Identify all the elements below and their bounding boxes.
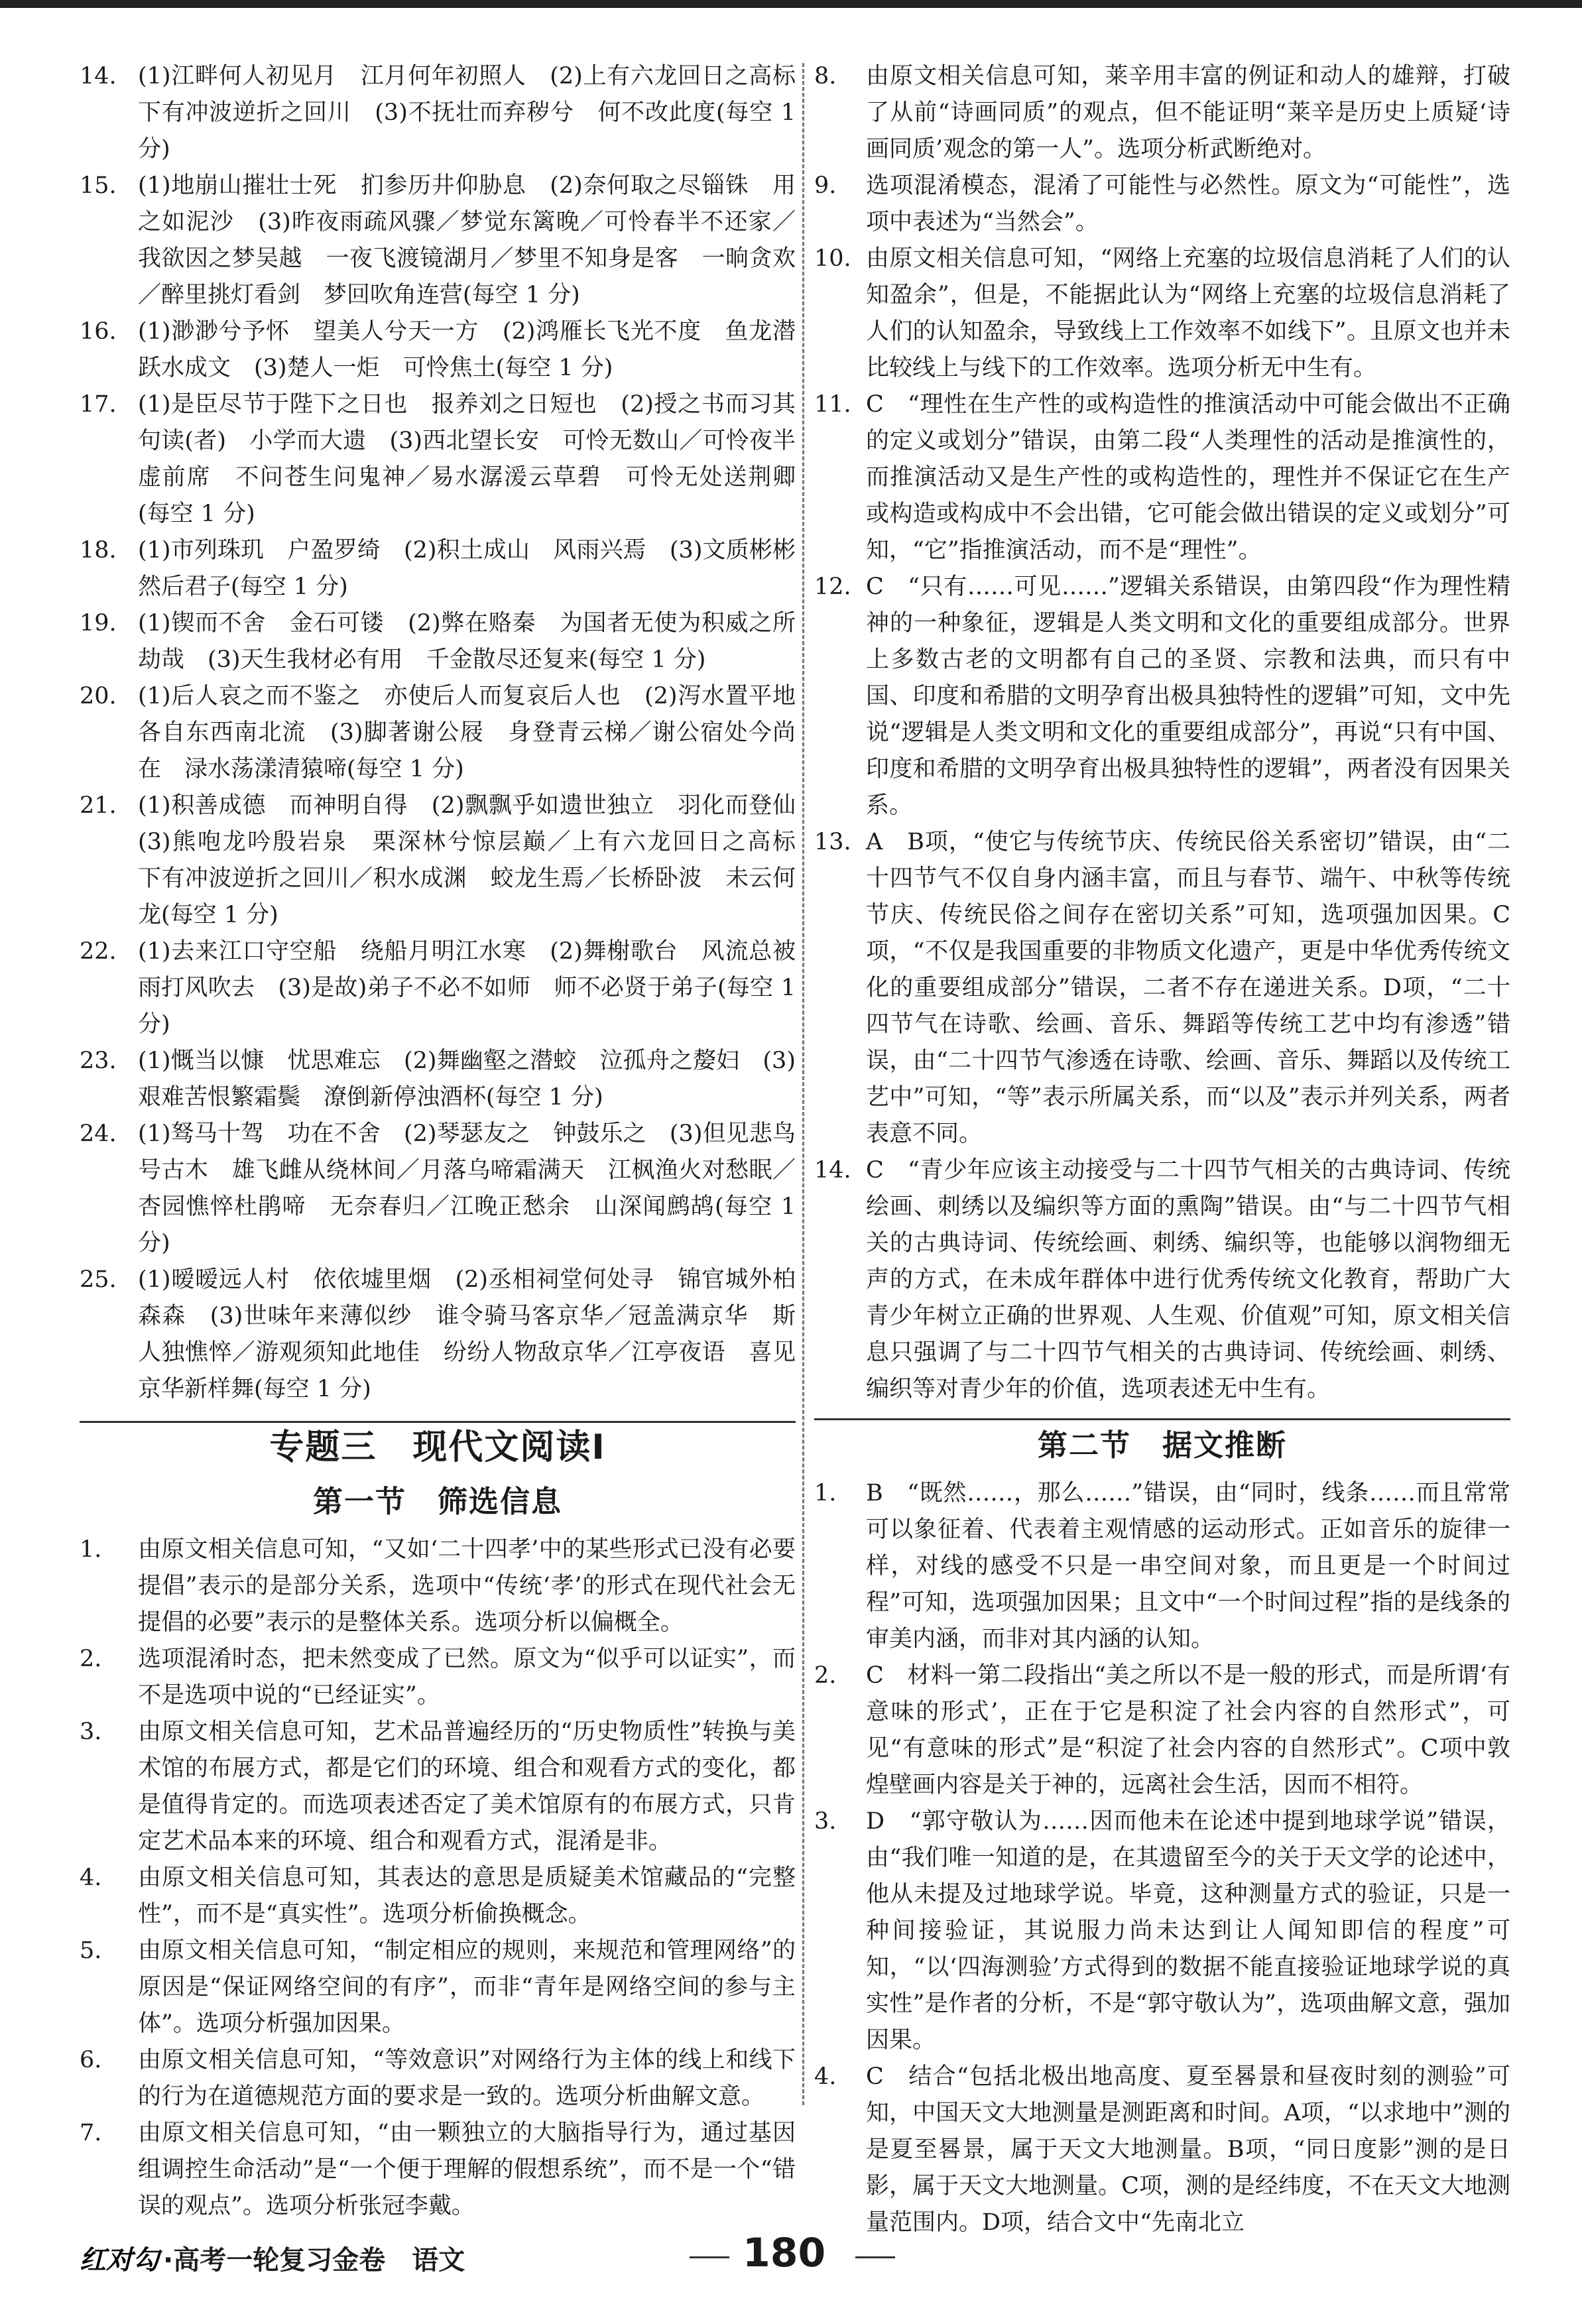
item-text: (1)地崩山摧壮士死 扪参历井仰胁息 (2)奈何取之尽锱铢 用之如泥沙 (3)昨夜雨疏风骤／梦觉东篱晚／可怜春半不还家／我欲因之梦吴越 一夜飞渡镜湖月／梦里不知身是客 一晌贪欢／醉里挑灯看剑 梦回吹角连营(每空 1 分)	[138, 172, 796, 308]
item-text: 由原文相关信息可知，“由一颗独立的大脑指导行为，通过基因组调控生命活动”是“一个便于理解的假想系统”，而不是一个“错误的观点”。选项分析张冠李戴。	[138, 2120, 796, 2219]
item-text: 选项混淆模态，混淆了可能性与必然性。原文为“可能性”，选项中表述为“当然会”。	[866, 172, 1510, 235]
item-number: 17.	[80, 391, 117, 418]
brand-logo: 红对勾	[80, 2245, 159, 2276]
item-text: 由原文相关信息可知，莱辛用丰富的例证和动人的雄辩，打破了从前“诗画同质”的观点，但不能证明“莱辛是历史上质疑‘诗画同质’观念的第一人”。选项分析武断绝对。	[866, 63, 1510, 162]
item-text: (1)江畔何人初见月 江月何年初照人 (2)上有六龙回日之高标 下有冲波逆折之回川 (3)不抚壮而弃秽兮 何不改此度(每空 1 分)	[138, 63, 820, 162]
top-border	[0, 0, 1582, 8]
item-number: 3.	[814, 1808, 837, 1835]
answer-item	[80, 678, 820, 788]
item-text: C “理性在生产性的或构造性的推演活动中可能会做出不正确的定义或划分”错误，由第二段“人类理性的活动是推演性的，而推演活动又是生产性的或构造性的，理性并不保证它在生产或构造或构成中不会出错，它可能会做出错误的定义或划分”可知，“它”指推演活动，而不是“理性”。	[866, 391, 1510, 564]
item-text: B “既然……，那么……”错误，由“同时，线条……而且常常可以象征着、代表着主观情感的运动形式。正如音乐的旋律一样，对线的感受不只是一串空间对象，而且更是一个时间过程”可知，选项强加因果；且文中“一个时间过程”指的是线条的审美内涵，而非对其内涵的认知。	[866, 1480, 1510, 1652]
left-column	[80, 58, 820, 2225]
answer-item	[814, 1658, 1510, 1804]
answer-item	[80, 1860, 796, 1933]
item-text: 由原文相关信息可知，“网络上充塞的垃圾信息消耗了人们的认知盈余”，但是，不能据此认为“网络上充塞的垃圾信息消耗了人们的认知盈余，导致线上工作效率不如线下”。且原文也并未比较线上与线下的工作效率。选项分析无中生有。	[866, 245, 1510, 381]
item-text: 由原文相关信息可知，“制定相应的规则，来规范和管理网络”的原因是“保证网络空间的有序”，而非“青年是网络空间的参与主体”。选项分析强加因果。	[138, 1937, 796, 2037]
item-number: 8.	[814, 63, 837, 90]
item-text: 选项混淆时态，把未然变成了已然。原文为“似乎可以证实”，而不是选项中说的“已经证实”。	[138, 1646, 796, 1709]
item-text: (1)锲而不舍 金石可镂 (2)弊在赂秦 为国者无使为积威之所劫哉 (3)天生我材必有用 千金散尽还复来(每空 1 分)	[138, 610, 796, 673]
answer-item	[814, 1475, 1510, 1658]
page-number: 180	[743, 2230, 826, 2276]
item-number: 5.	[80, 1937, 102, 1964]
item-text: (1)慨当以慷 忧思难忘 (2)舞幽壑之潜蛟 泣孤舟之嫠妇 (3)艰难苦恨繁霜鬓 潦倒新停浊酒杯(每空 1 分)	[138, 1048, 796, 1111]
answer-item	[80, 314, 796, 387]
item-text: (1)渺渺兮予怀 望美人兮天一方 (2)鸿雁长飞光不度 鱼龙潜跃水成文 (3)楚人一炬 可怜焦土(每空 1 分)	[138, 318, 796, 381]
answer-item	[80, 934, 796, 1043]
item-number: 11.	[814, 391, 851, 418]
item-number: 1.	[814, 1480, 837, 1506]
topic-title: 专题三 现代文阅读Ⅰ	[80, 1421, 796, 1466]
right-column	[814, 58, 1510, 2241]
item-number: 1.	[80, 1536, 102, 1563]
item-text: (1)市列珠玑 户盈罗绮 (2)积土成山 风雨兴焉 (3)文质彬彬 然后君子(每空 1 分)	[138, 537, 820, 600]
answer-item	[814, 2059, 1510, 2241]
page-dash-right	[855, 2256, 895, 2258]
answer-item	[80, 1116, 796, 1262]
item-number: 20.	[80, 683, 117, 709]
item-number: 23.	[80, 1048, 117, 1074]
item-number: 18.	[80, 537, 117, 564]
series-title: ·高考一轮复习金卷 语文	[163, 2245, 465, 2276]
answer-item	[814, 569, 1510, 824]
item-number: 9.	[814, 172, 837, 199]
answer-item	[814, 58, 1510, 168]
answer-item	[80, 387, 796, 532]
answer-item	[80, 1933, 796, 2042]
section1-title: 第一节 筛选信息	[312, 1484, 562, 1519]
item-number: 21.	[80, 792, 117, 819]
item-number: 10.	[814, 245, 851, 272]
item-number: 22.	[80, 938, 117, 965]
item-text: (1)驽马十驾 功在不舍 (2)琴瑟友之 钟鼓乐之 (3)但见悲鸟号古木 雄飞雌从绕林间／月落乌啼霜满天 江枫渔火对愁眠／杏园憔悴杜鹃啼 无奈春归／江晚正愁余 山深闻鹧鸪(每空 1 分)	[138, 1121, 796, 1256]
item-number: 19.	[80, 610, 117, 637]
item-text: 由原文相关信息可知，艺术品普遍经历的“历史物质性”转换与美术馆的布展方式，都是它们的环境、组合和观看方式的变化，都是值得肯定的。而选项表述否定了美术馆原有的布展方式，只肯定艺术品本来的环境、组合和观看方式，混淆是非。	[138, 1719, 796, 1855]
section2-answer-list	[814, 1475, 1510, 2241]
answer-item	[80, 532, 820, 605]
answer-item	[814, 241, 1510, 387]
item-text: C 材料一第二段指出“美之所以不是一般的形式，而是所谓‘有意味的形式’，正在于它是积淀了社会内容的自然形式”，可见“有意味的形式”是“积淀了社会内容的自然形式”。C项中敦煌壁画内容是关于神的，远离社会生活，因而不相符。	[866, 1662, 1510, 1798]
item-number: 24.	[80, 1121, 117, 1147]
item-number: 2.	[80, 1646, 102, 1672]
answer-item	[80, 2042, 796, 2115]
item-text: C 结合“包括北极出地高度、夏至晷景和昼夜时刻的测验”可知，中国天文大地测量是测距离和时间。A项，“以求地中”测的是夏至晷景，属于天文大地测量。B项，“同日度影”测的是日影，属于天文大地测量。C项，测的是经纬度，不在天文大地测量范围内。D项，结合文中“先南北立	[866, 2063, 1510, 2236]
page-footer	[0, 2225, 1582, 2291]
page-dash-left	[690, 2256, 729, 2258]
section2-title: 第二节 据文推断	[814, 1418, 1510, 1463]
answer-item	[80, 605, 796, 678]
answer-item	[80, 58, 820, 168]
answer-item	[814, 1804, 1510, 2059]
item-number: 7.	[80, 2120, 102, 2146]
answer-item	[80, 1714, 796, 1860]
item-number: 15.	[80, 172, 117, 199]
item-text: 由原文相关信息可知，“又如‘二十四孝’中的某些形式已没有必要提倡”表示的是部分关系，选项中“传统‘孝’的形式在现代社会无提倡的必要”表示的是整体关系。选项分析以偏概全。	[138, 1536, 796, 1636]
answer-item	[814, 387, 1510, 569]
item-text: A B项，“使它与传统节庆、传统民俗关系密切”错误，由“二十四节气不仅自身内涵丰富，而且与春节、端午、中秋等传统节庆、传统民俗之间存在密切关系”可知，选项强加因果。C项，“不仅是我国重要的非物质文化遗产，更是中华优秀传统文化的重要组成部分”错误，二者不存在递进关系。D项，“二十四节气在诗歌、绘画、音乐、舞蹈等传统工艺中均有渗透”错误，由“二十四节气渗透在诗歌、绘画、音乐、舞蹈以及传统工艺中”可知，“等”表示所属关系，而“以及”表示并列关系，两者表意不同。	[866, 829, 1510, 1147]
item-text: (1)是臣尽节于陛下之日也 报养刘之日短也 (2)授之书而习其句读(者) 小学而大遗 (3)西北望长安 可怜无数山／可怜夜半虚前席 不问苍生问鬼神／易水潺湲云草碧 可怜无处送荆卿(每空 1 分)	[138, 391, 796, 527]
item-text: 由原文相关信息可知，“等效意识”对网络行为主体的线上和线下的行为在道德规范方面的要求是一致的。选项分析曲解文意。	[138, 2047, 796, 2110]
answer-item	[80, 788, 820, 934]
poetry-answer-list	[80, 58, 820, 1408]
item-number: 16.	[80, 318, 117, 345]
item-number: 13.	[814, 829, 851, 855]
item-number: 6.	[80, 2047, 102, 2073]
item-number: 4.	[814, 2063, 837, 2090]
column-divider	[802, 63, 804, 2105]
item-number: 2.	[814, 1662, 837, 1689]
answer-item	[80, 168, 796, 314]
item-text: (1)暧暧远人村 依依墟里烟 (2)丞相祠堂何处寻 锦官城外柏森森 (3)世味年来薄似纱 谁令骑马客京华／冠盖满京华 斯人独憔悴／游观须知此地佳 纷纷人物敌京华／江亭夜语 喜见京华新样舞(每空 1 分)	[138, 1266, 796, 1402]
item-text: C “青少年应该主动接受与二十四节气相关的古典诗词、传统绘画、刺绣以及编织等方面的熏陶”错误。由“与二十四节气相关的古典诗词、传统绘画、刺绣、编织等，也能够以润物细无声的方式，在未成年群体中进行优秀传统文化教育，帮助广大青少年树立正确的世界观、人生观、价值观”可知，原文相关信息只强调了与二十四节气相关的古典诗词、传统绘画、刺绣、编织等对青少年的价值，选项表述无中生有。	[866, 1157, 1510, 1402]
item-number: 3.	[80, 1719, 102, 1745]
answer-item	[80, 2115, 796, 2225]
footer-brand	[80, 2239, 465, 2277]
answer-item	[814, 168, 1510, 241]
item-number: 25.	[80, 1266, 117, 1293]
answer-item	[814, 824, 1510, 1152]
reading-answer-list	[814, 58, 1510, 1408]
item-text: D “郭守敬认为……因而他未在论述中提到地球学说”错误，由“我们唯一知道的是，在其遗留至今的关于天文学的论述中，他从未提及过地球学说。毕竟，这种测量方式的验证，只是一种间接验证，其说服力尚未达到让人闻知即信的程度”可知，“以‘四海测验’方式得到的数据不能直接验证地球学说的真实性”是作者的分析，不是“郭守敬认为”，选项曲解文意，强加因果。	[866, 1808, 1510, 2053]
item-text: (1)后人哀之而不鉴之 亦使后人而复哀后人也 (2)泻水置平地 各自东西南北流 (3)脚著谢公屐 身登青云梯／谢公宿处今尚在 渌水荡漾清猿啼(每空 1 分)	[138, 683, 820, 782]
item-number: 12.	[814, 574, 851, 600]
item-number: 14.	[814, 1157, 851, 1184]
answer-item	[814, 1152, 1510, 1408]
answer-item	[80, 1532, 796, 1641]
answer-item	[80, 1641, 796, 1714]
item-number: 4.	[80, 1865, 102, 1891]
section1-answer-list	[80, 1532, 796, 2225]
item-text: 由原文相关信息可知，其表达的意思是质疑美术馆藏品的“完整性”，而不是“真实性”。选项分析偷换概念。	[138, 1865, 796, 1927]
item-number: 14.	[80, 63, 117, 90]
item-text: C “只有……可见……”逻辑关系错误，由第四段“作为理性精神的一种象征，逻辑是人类文明和文化的重要组成部分。世界上多数古老的文明都有自己的圣贤、宗教和法典，而只有中国、印度和希腊的文明孕育出极具独特性的逻辑”可知，文中先说“逻辑是人类文明和文化的重要组成部分”，再说“只有中国、印度和希腊的文明孕育出极具独特性的逻辑”，两者没有因果关系。	[866, 574, 1510, 819]
answer-item	[80, 1043, 796, 1116]
answer-item	[80, 1262, 796, 1408]
item-text: (1)去来江口守空船 绕船月明江水寒 (2)舞榭歌台 风流总被雨打风吹去 (3)是故)弟子不必不如师 师不必贤于弟子(每空 1 分)	[138, 938, 796, 1038]
item-text: (1)积善成德 而神明自得 (2)飘飘乎如遗世独立 羽化而登仙 (3)熊咆龙吟殷岩泉 栗深林兮惊层巅／上有六龙回日之高标 下有冲波逆折之回川／积水成渊 蛟龙生焉／长桥卧波 未云何龙(每空 1 分)	[138, 792, 820, 928]
